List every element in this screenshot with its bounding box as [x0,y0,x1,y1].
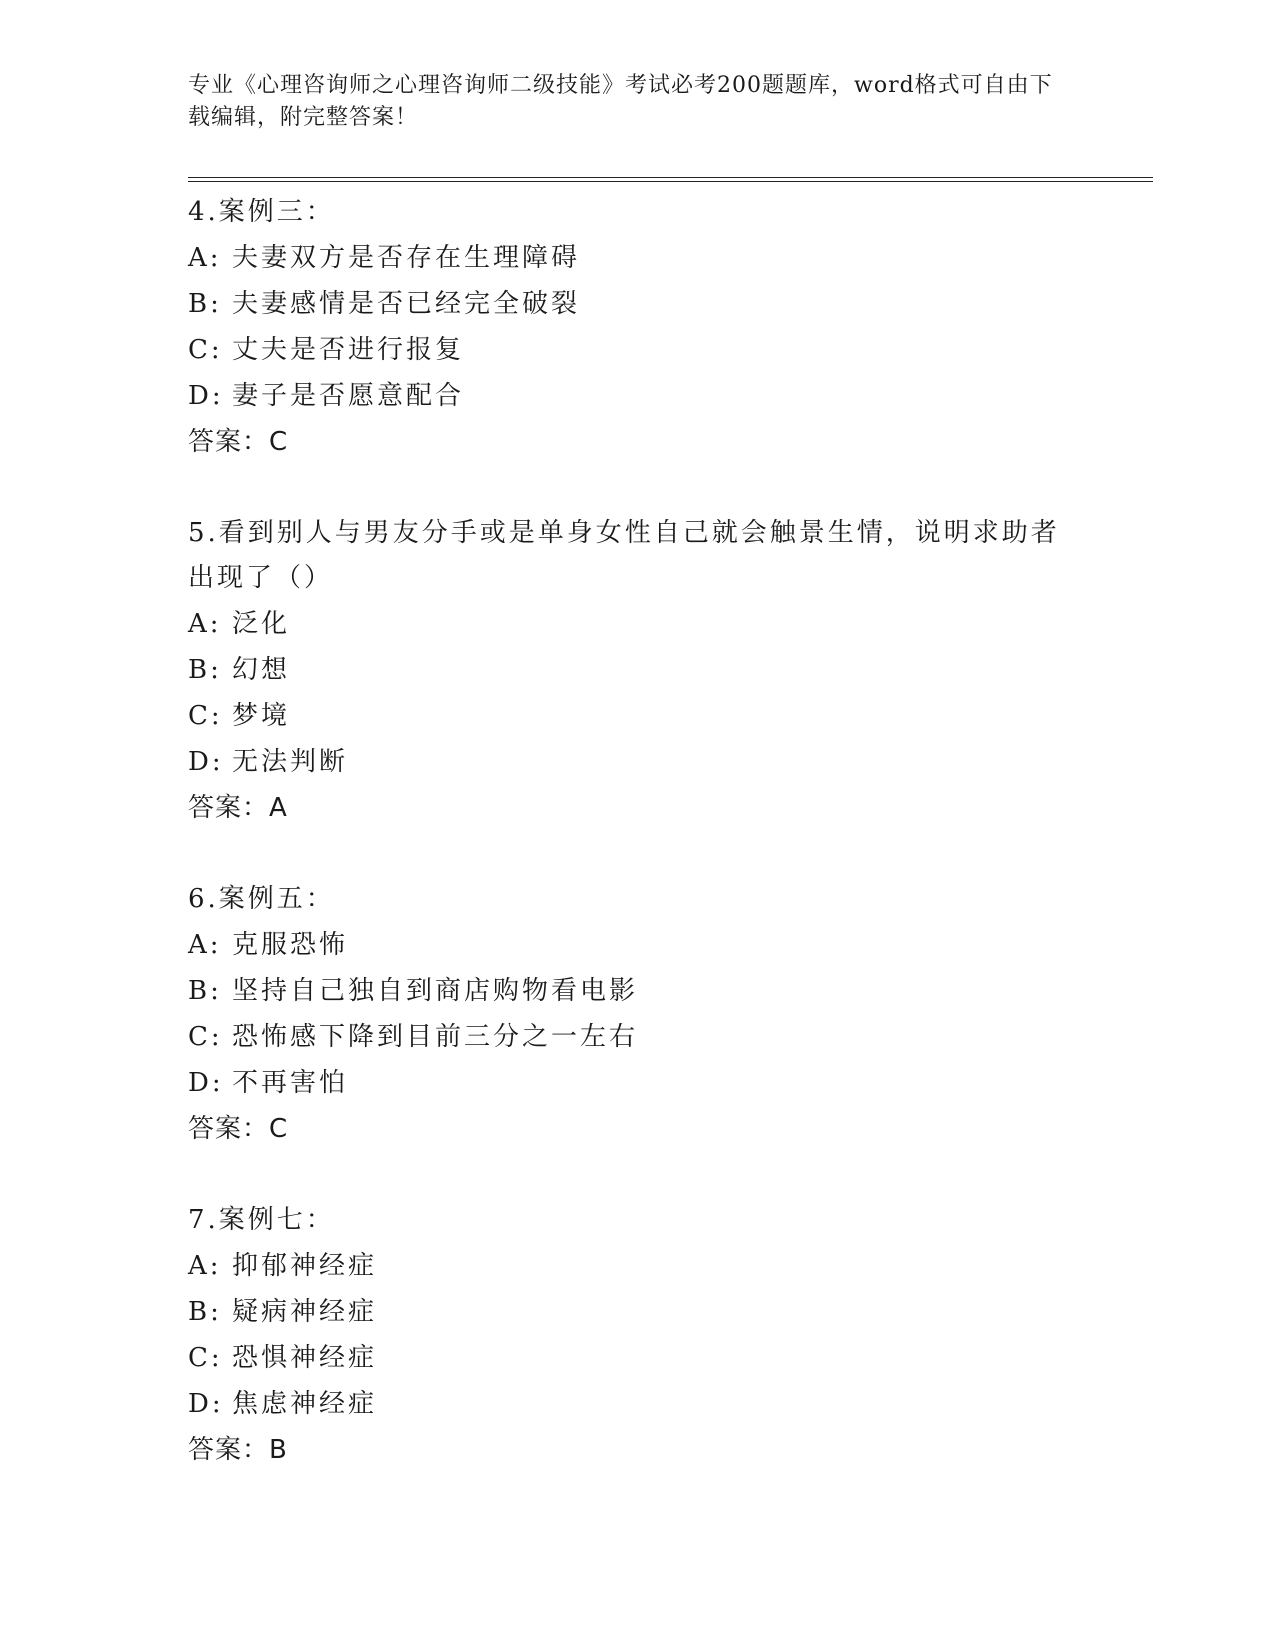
question-list [188,190,1088,1519]
option-text: 梦境 [232,701,291,731]
option-key: A: [188,243,222,273]
option-key: C: [188,701,223,731]
option-c [188,1335,1088,1381]
question-7 [188,1198,1088,1473]
option-key: C: [188,335,223,365]
question-stem: 4.案例三： [188,197,335,227]
option-a [188,235,1088,281]
option-b [188,281,1088,327]
option-d [188,373,1088,419]
option-key: D: [188,1389,224,1419]
option-key: D: [188,747,224,777]
option-text: 焦虑神经症 [232,1389,378,1419]
option-key: B: [188,976,222,1006]
option-text: 丈夫是否进行报复 [232,335,465,365]
question-stem: 7.案例七： [188,1205,335,1235]
answer-line: 答案：C [188,1114,289,1144]
option-key: A: [188,930,222,960]
option-key: D: [188,1068,224,1098]
option-text: 无法判断 [232,747,349,777]
answer-line: 答案：A [188,793,288,823]
option-c [188,327,1088,373]
option-text: 抑郁神经症 [232,1251,378,1281]
option-key: A: [188,609,222,639]
option-text: 恐怖感下降到目前三分之一左右 [232,1022,639,1052]
header-divider-bottom [188,181,1153,182]
option-b [188,968,1088,1014]
option-a [188,601,1088,647]
option-key: B: [188,655,222,685]
question-4 [188,190,1088,465]
option-c [188,693,1088,739]
option-text: 克服恐怖 [232,930,349,960]
option-text: 疑病神经症 [232,1297,378,1327]
question-6 [188,877,1088,1152]
option-d [188,739,1088,785]
document-header: 专业《心理咨询师之心理咨询师二级技能》考试必考200题题库，word格式可自由下载编辑，附完整答案！ [188,73,1053,130]
option-key: A: [188,1251,222,1281]
option-text: 泛化 [232,609,291,639]
option-key: C: [188,1343,223,1373]
question-5 [188,511,1088,831]
option-text: 夫妻双方是否存在生理障碍 [232,243,581,273]
option-key: B: [188,289,222,319]
answer-line: 答案：B [188,1435,288,1465]
option-text: 夫妻感情是否已经完全破裂 [232,289,581,319]
answer-line: 答案：C [188,427,289,457]
option-text: 幻想 [232,655,291,685]
option-b [188,647,1088,693]
option-text: 坚持自己独自到商店购物看电影 [232,976,639,1006]
option-d [188,1381,1088,1427]
header-divider-top [188,177,1153,178]
question-stem: 5.看到别人与男友分手或是单身女性自己就会触景生情，说明求助者出现了（） [188,518,1060,593]
option-key: C: [188,1022,223,1052]
option-b [188,1289,1088,1335]
option-a [188,922,1088,968]
option-key: B: [188,1297,222,1327]
option-c [188,1014,1088,1060]
option-d [188,1060,1088,1106]
option-text: 恐惧神经症 [232,1343,378,1373]
option-text: 不再害怕 [232,1068,349,1098]
option-key: D: [188,381,224,411]
question-stem: 6.案例五： [188,884,335,914]
option-a [188,1243,1088,1289]
option-text: 妻子是否愿意配合 [232,381,465,411]
